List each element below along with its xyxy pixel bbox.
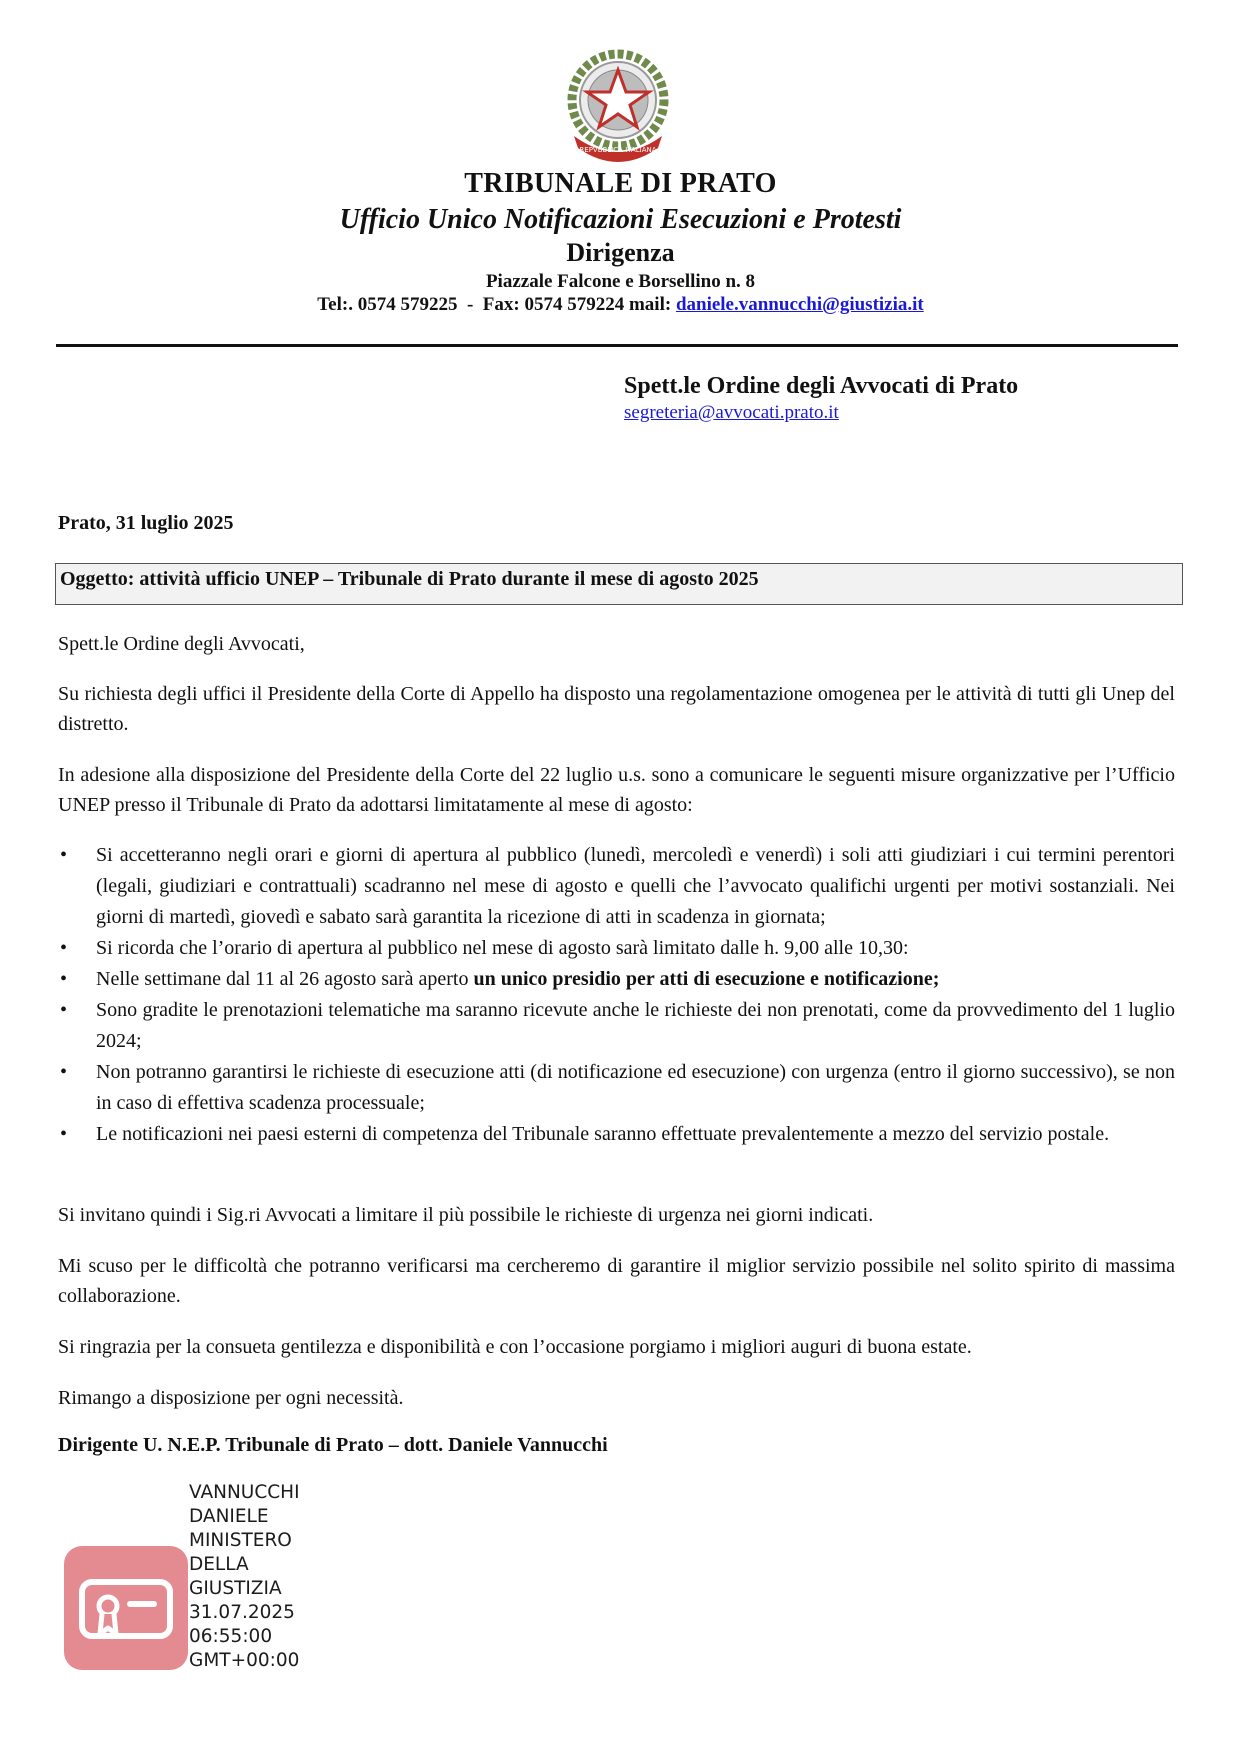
list-item-bold-text: un unico presidio per atti di esecuzione e notificazione; bbox=[473, 968, 940, 990]
digital-signature-details bbox=[189, 1481, 300, 1673]
list-item-text: Le notificazioni nei paesi esterni di competenza del Tribunale saranno effettuate prevalentemente a mezzo del servizio postale. bbox=[96, 1123, 1110, 1145]
office-name: Ufficio Unico Notificazioni Esecuzioni e Protesti bbox=[339, 204, 902, 235]
list-item bbox=[58, 1119, 1175, 1150]
paragraph-6: Rimango a disposizione per ogni necessità. bbox=[58, 1387, 404, 1409]
list-item bbox=[58, 964, 1175, 995]
department-name: Dirigenza bbox=[566, 238, 675, 267]
digital-signature-certificate-icon bbox=[64, 1546, 188, 1670]
measures-list bbox=[58, 840, 1175, 1150]
signature-detail-line: DANIELE bbox=[189, 1506, 269, 1527]
list-item-text: Non potranno garantirsi le richieste di esecuzione atti (di notificazione ed esecuzione) con urgenza (entro il giorno successivo), se non in caso di effettiva scadenza processuale; bbox=[96, 1061, 1175, 1114]
emblem-ribbon-text: REPVBBLICA ITALIANA bbox=[579, 146, 657, 154]
signature-detail-line: MINISTERO bbox=[189, 1530, 292, 1551]
signature-detail-line: VANNUCCHI bbox=[189, 1482, 300, 1503]
bullet-glyph: • bbox=[60, 999, 68, 1021]
signature-detail-line: GMT+00:00 bbox=[189, 1650, 300, 1671]
paragraph-4: Mi scuso per le difficoltà che potranno verificarsi ma cercheremo di garantire il miglior servizio possibile nel solito spirito di massima collaborazione. bbox=[58, 1255, 1175, 1307]
bullet-glyph: • bbox=[60, 1061, 68, 1083]
list-item bbox=[58, 1057, 1175, 1119]
list-item bbox=[58, 840, 1175, 933]
subject-box bbox=[55, 563, 1183, 605]
list-item-text: Nelle settimane dal 11 al 26 agosto sarà aperto bbox=[96, 968, 474, 990]
list-item-text: Sono gradite le prenotazioni telematiche ma saranno ricevute anche le richieste dei non prenotati, come da provvedimento del 1 luglio 2024; bbox=[96, 999, 1175, 1052]
court-title: TRIBUNALE DI PRATO bbox=[464, 168, 777, 199]
emblem-repubblica-italiana-icon bbox=[560, 44, 676, 166]
signature-detail-line: DELLA bbox=[189, 1554, 249, 1575]
signature-detail-line: GIUSTIZIA bbox=[189, 1578, 282, 1599]
office-contacts bbox=[0, 294, 1241, 316]
bullet-glyph: • bbox=[60, 844, 68, 866]
list-item-text: Si ricorda che l’orario di apertura al pubblico nel mese di agosto sarà limitato dalle h. 9,00 alle 10,30: bbox=[96, 937, 909, 959]
subject-text: Oggetto: attività ufficio UNEP – Tribunale di Prato durante il mese di agosto 2025 bbox=[60, 568, 759, 590]
recipient-email-link[interactable]: segreteria@avvocati.prato.it bbox=[624, 402, 839, 423]
bullet-glyph: • bbox=[60, 937, 68, 959]
paragraph-1: Su richiesta degli uffici il Presidente della Corte di Appello ha disposto una regolamentazione omogenea per le attività di tutti gli Unep del distretto. bbox=[58, 683, 1175, 735]
signature-detail-line: 06:55:00 bbox=[189, 1626, 273, 1647]
signature-detail-line: 31.07.2025 bbox=[189, 1602, 295, 1623]
signature-line: Dirigente U. N.E.P. Tribunale di Prato – dott. Daniele Vannucchi bbox=[58, 1434, 608, 1456]
list-item bbox=[58, 933, 1175, 964]
list-item bbox=[58, 995, 1175, 1057]
header-divider bbox=[56, 344, 1178, 347]
paragraph-3: Si invitano quindi i Sig.ri Avvocati a limitare il più possibile le richieste di urgenza nei giorni indicati. bbox=[58, 1204, 874, 1226]
paragraph-2: In adesione alla disposizione del Presidente della Corte del 22 luglio u.s. sono a comunicare le seguenti misure organizzative per l’Ufficio UNEP presso il Tribunale di Prato da adottarsi limitatamente al mese di agosto: bbox=[58, 764, 1175, 816]
salutation: Spett.le Ordine degli Avvocati, bbox=[58, 633, 305, 655]
office-email-link[interactable]: daniele.vannucchi@giustizia.it bbox=[675, 294, 924, 315]
recipient-name: Spett.le Ordine degli Avvocati di Prato bbox=[624, 373, 1019, 399]
letter-date: Prato, 31 luglio 2025 bbox=[58, 512, 234, 534]
office-address: Piazzale Falcone e Borsellino n. 8 bbox=[485, 271, 756, 292]
list-item-text: Si accetteranno negli orari e giorni di apertura al pubblico (lunedì, mercoledì e venerdì) i soli atti giudiziari i cui termini perentori (legali, giudiziari e contrattuali) scadranno nel mese di agosto e quelli che l’avvocato qualifichi urgenti per motivi sostanziali. Nei giorni di martedì, giovedì e sabato sarà garantita la ricezione di atti in scadenza in giornata; bbox=[96, 844, 1175, 928]
paragraph-5: Si ringrazia per la consueta gentilezza e disponibilità e con l’occasione porgiamo i migliori auguri di buona estate. bbox=[58, 1336, 972, 1358]
bullet-glyph: • bbox=[60, 1123, 68, 1145]
phone-fax-text: Tel:. 0574 579225 - Fax: 0574 579224 mail: bbox=[317, 294, 676, 315]
bullet-glyph: • bbox=[60, 968, 68, 990]
